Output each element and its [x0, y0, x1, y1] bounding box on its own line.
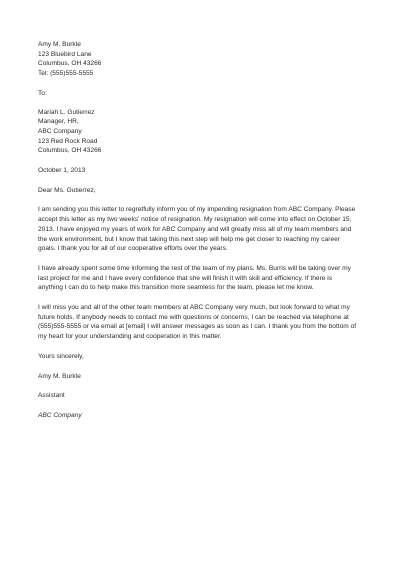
paragraph-line: I will miss you and all of the other team members at ABC Company very much, but look forward to what my: [38, 304, 350, 312]
sender-name: Amy M. Burkle: [38, 41, 81, 48]
body-paragraph-3: [38, 303, 368, 342]
paragraph-line: last project for me and I have every confidence that she will finish it with skill and efficiency. If there is: [38, 274, 333, 282]
sender-address: [38, 40, 368, 79]
recipient-city: Columbus, OH 43266: [38, 147, 102, 155]
sender-street: 123 Bluebird Lane: [38, 50, 92, 58]
closing: Yours sincerely,: [38, 352, 84, 360]
recipient-name: Mariah L. Gutierrez: [38, 108, 95, 116]
paragraph-line: I have already spent some time informing the rest of the team of my plans. Ms. Burris will be taking over my: [38, 264, 351, 272]
letter-page: [38, 40, 368, 421]
body-paragraph-1: [38, 205, 368, 254]
paragraph-line: the work environment, but I know that taking this next step will help me get closer to reaching my career: [38, 235, 340, 243]
to-label: To:: [38, 89, 47, 97]
sender-city: Columbus, OH 43266: [38, 60, 102, 68]
signature-title: Assistant: [38, 392, 65, 400]
salutation: Dear Ms. Gutierrez,: [38, 186, 96, 194]
paragraph-line: accept this letter as my two weeks' notice of resignation. My resignation will come into effect on October 15,: [38, 216, 352, 224]
signature-company: ABC Company: [38, 411, 82, 419]
body-paragraph-2: [38, 264, 368, 293]
recipient-street: 123 Red Rock Road: [38, 137, 98, 145]
paragraph-line: anything I can do to help make this transition more seamless for the team, please let me know.: [38, 284, 314, 292]
letter-date: October 1, 2013: [38, 167, 86, 175]
sender-tel: Tel: (555)555-5555: [38, 70, 94, 78]
paragraph-line: goals. I thank you for all of our cooperative efforts over the years.: [38, 245, 228, 253]
paragraph-line: 2013. I have enjoyed my years of work for ABC Company and will greatly miss all of my team members and: [38, 225, 352, 233]
recipient-address: [38, 108, 368, 157]
paragraph-line: my heart for your understanding and cooperation in this matter.: [38, 333, 222, 341]
recipient-title: Manager, HR,: [38, 118, 79, 126]
recipient-company: ABC Company: [38, 127, 82, 135]
paragraph-line: (555)555-5555 or via email at [email] I will answer messages as soon as I can. I thank you from the bottom of: [38, 323, 357, 331]
paragraph-line: future holds. If anybody needs to contact me with questions or concerns, I can be reached via telephone at: [38, 313, 349, 321]
paragraph-line: I am sending you this letter to regretfully inform you of my impending resignation from ABC Company. Please: [38, 206, 356, 214]
signature-name: Amy M. Burkle: [38, 372, 81, 380]
